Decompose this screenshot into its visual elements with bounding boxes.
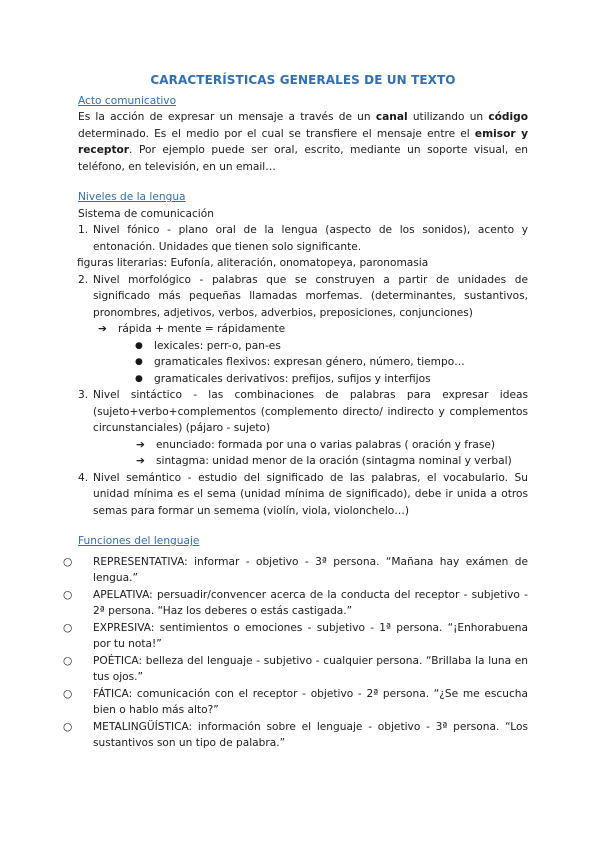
page-title: CARACTERÍSTICAS GENERALES DE UN TEXTO [150,73,456,87]
list-item: ○ APELATIVA: persuadir/convencer acerca de la conducta del receptor - subjetivo - 2ª persona. “Haz los deberes o estás castigada.” [63,588,528,617]
arrow-item: ➔ enunciado: formada por una o varias palabras ( oración y frase) [78,437,528,454]
bullet-icon: ● [135,357,143,367]
circle-bullet-icon: ○ [63,621,73,634]
list-item: ○ FÁTICA: comunicación con el receptor - objetivo - 2ª persona. “¿Se me escucha bien o hablo más alto?” [63,687,528,716]
figuras-text: figuras literarias: Eufonía, aliteración, onomatopeya, paronomasia [77,257,429,269]
list-item: 4. Nivel semántico - estudio del significado de las palabras, el vocabulario. Su unidad mínima es el sema (unidad mínima de significado), debe ir unida a otros semas para formar un semema (violín, viola, violonchelo…) [78,471,528,517]
list-item: ● gramaticales derivativos: prefijos, sufijos y interfijos [78,371,528,388]
document-page [63,72,529,752]
section-heading-funciones: Funciones del lenguaje [78,535,200,547]
list-item: ○ EXPRESIVA: sentimientos o emociones - subjetivo - 1ª persona. “¡Enhorabuena por tu nota!” [63,621,528,650]
arrow-right-icon: ➔ [136,438,145,451]
list-item: ○ POÉTICA: belleza del lenguaje - subjetivo - cualquier persona. “Brillaba la luna en tus ojos.” [63,654,528,683]
morfemas-list [78,338,528,388]
circle-bullet-icon: ○ [63,555,73,568]
arrow-example: ➔ rápida + mente = rápidamente [78,321,528,338]
bullet-icon: ● [135,373,143,384]
niveles-list [78,222,528,255]
list-item: ● gramaticales flexivos: expresan género, número, tiempo… [78,354,528,371]
circle-bullet-icon: ○ [63,588,73,601]
acto-paragraph: Es la acción de expresar un mensaje a través de un canal utilizando un código determinado. Es el medio por el cual se transfiere el mensaje entre el emisor y receptor. Por ejemplo puede ser oral, escrito, mediante un soporte visual, en teléfono, en televisión, en un email… [78,111,529,173]
list-item: 1. Nivel fónico - plano oral de la lengua (aspecto de los sonidos), acento y entonación. Unidades que tienen solo significante. [78,224,528,253]
arrow-right-icon: ➔ [98,323,107,335]
funciones-list [63,554,528,752]
bullet-icon: ● [135,340,143,351]
list-item: ○ REPRESENTATIVA: informar - objetivo - 3ª persona. “Mañana hay exámen de lengua.” [63,555,528,584]
circle-bullet-icon: ○ [63,654,73,667]
list-item: ○ METALINGÜÍSTICA: información sobre el lenguaje - objetivo - 3ª persona. “Los sustantivos son un tipo de palabra.” [63,720,528,749]
arrow-item: ➔ sintagma: unidad menor de la oración (sintagma nominal y verbal) [78,453,528,470]
list-item: 2. Nivel morfológico - palabras que se construyen a partir de unidades de significado más pequeñas llamadas morfemas. (determinantes, sustantivos, pronombres, adjetivos, verbos, adverbios, preposiciones, conjunciones) [78,273,528,319]
list-item: 3. Nivel sintáctico - las combinaciones de palabras para expresar ideas (sujeto+verbo+complementos (complemento directo/ indirecto y complementos circunstanciales) (pájaro - sujeto) [78,389,528,434]
niveles-intro: Sistema de comunicación [78,207,214,220]
circle-bullet-icon: ○ [63,720,73,733]
section-heading-acto: Acto comunicativo [78,94,177,107]
arrow-right-icon: ➔ [136,455,145,467]
section-heading-niveles: Niveles de la lengua [78,191,186,203]
circle-bullet-icon: ○ [63,687,73,700]
list-item: ● lexicales: perr-o, pan-es [78,338,528,355]
